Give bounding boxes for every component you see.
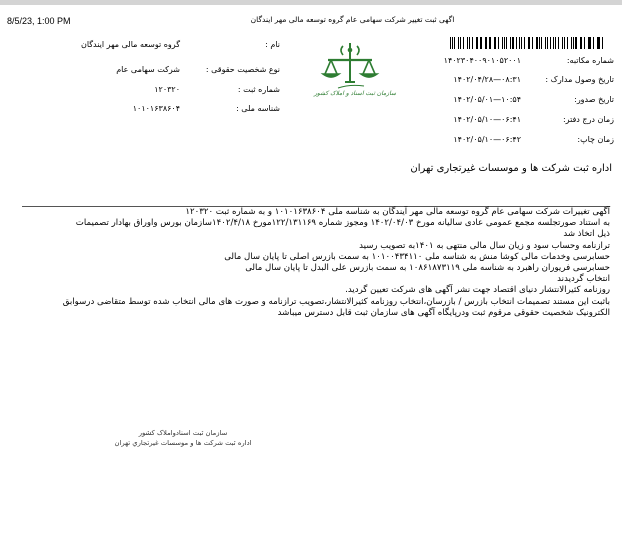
announcement-line: آگهی تغییرات شرکت سهامی عام گروه توسعه مالی مهر آیندگان به شناسه ملی ۱۰۱۰۱۶۳۸۶۰۴ و به شماره ثبت ۱۲۰۳۲۰ — [185, 207, 610, 217]
tracking-no-label: شماره مکاتبه: — [566, 56, 614, 65]
registration-no-label: شماره ثبت : — [237, 85, 280, 94]
entry-time-value: ۱۴۰۲/۰۵/۱۰—۰۶:۴۱ — [453, 115, 521, 124]
announcement-line: روزنامه کثیرالانتشار دنیای اقتصاد جهت نشر آگهی های شرکت تعیین گردید. — [345, 285, 610, 296]
emblem-caption: سازمان ثبت اسناد و املاک کشور — [313, 90, 397, 97]
registration-no-value: ۱۲۰۳۲۰ — [154, 85, 180, 94]
print-page-title: اگهی ثبت تغییر شرکت سهامی عام گروه توسعه مالی مهر ایندگان — [250, 15, 455, 24]
entry-time-label: زمان درج دفتر: — [562, 115, 614, 124]
announcement-body — [10, 207, 610, 319]
legal-type-value: شرکت سهامی عام — [116, 65, 180, 74]
footer-signature — [108, 429, 258, 448]
announcement-line: انتخاب گردیدند — [557, 274, 610, 285]
received-date-label: تاریخ وصول مدارک : — [545, 75, 614, 84]
announcement-line: حسابرسی وخدمات مالی کوشا منش به شناسه ملی ۱۰۱۰۰۴۳۴۱۱۰ به سمت بازرس اصلی تا پایان سال مالی — [224, 251, 610, 262]
issue-date-row — [414, 95, 614, 107]
office-title: اداره ثبت شرکت ها و موسسات غیرتجاری تهران — [410, 163, 612, 174]
page-top-bar — [0, 0, 622, 5]
announcement-line: ترازنامه وحساب سود و زیان سال مالی منتهی به ۱۴۰۱به تصویب رسید — [359, 240, 610, 251]
announcement-line: الکترونیک شخصیت حقوقی مرقوم ثبت ودرپایگاه آگهی های سازمان ثبت قابل دسترس میباشد — [277, 307, 610, 318]
barcode-icon — [450, 37, 605, 49]
footer-signature-line-2: اداره ثبت شرکت ها و موسسات غیرتجاري تهران — [114, 438, 252, 447]
received-date-value: ۱۴۰۲/۰۴/۲۸—۰۸:۳۱ — [453, 75, 521, 84]
announcement-line: باثبت این مستند تصمیمات انتخاب بازرس / بازرسان،انتخاب روزنامه کثیرالانتشار،تصویب ترازنامه و صورت های مالی انتخاب شده توسط متقاضی درسوابق — [62, 296, 610, 307]
print-time-row — [414, 135, 614, 147]
print-datetime: 8/5/23, 1:00 PM — [7, 16, 71, 26]
received-date-row — [414, 75, 614, 87]
company-name-label: نام : — [265, 40, 280, 49]
announcement-line: ذیل اتخاذ شد — [563, 229, 610, 240]
tracking-no-value: ۱۴۰۲۳۰۴۰۰۹۰۱۰۵۲۰۰۱ — [443, 56, 521, 65]
company-name-value: گروه توسعه مالی مهر ایندگان — [80, 40, 180, 49]
national-id-label: شناسه ملی : — [236, 104, 280, 113]
announcement-line: به استناد صورتجلسه مجمع عمومی عادی سالیانه مورخ ۱۴۰۲/۰۴/۰۳ ومجوز شماره ۱۲۲/۱۳۱۱۶۹مورخ ۱۴۰۲/۴/۱۸سازمان بورس واوراق بهادار تصمیمات — [75, 218, 610, 229]
footer-signature-line-1: سازمان ثبت اسنادواملاک کشور — [138, 429, 228, 437]
announcement-line: حسابرسی فریوران راهبرد به شناسه ملی ۱۰۸۶۱۸۷۳۱۱۹ به سمت بازرس علی البدل تا پایان سال مالی — [245, 263, 610, 274]
entry-time-row — [414, 115, 614, 127]
issue-date-label: تاریخ صدور: — [574, 95, 614, 104]
tracking-no-row — [414, 56, 614, 68]
legal-type-label: نوع شخصیت حقوقی : — [205, 65, 280, 74]
judiciary-scales-emblem-icon — [298, 38, 408, 98]
national-id-value: ۱۰۱۰۱۶۳۸۶۰۴ — [132, 104, 180, 113]
issue-date-value: ۱۴۰۲/۰۵/۰۱—۱۰:۵۴ — [453, 95, 521, 104]
print-time-label: زمان چاپ: — [577, 135, 614, 144]
print-time-value: ۱۴۰۲/۰۵/۱۰—۰۶:۴۲ — [453, 135, 521, 144]
